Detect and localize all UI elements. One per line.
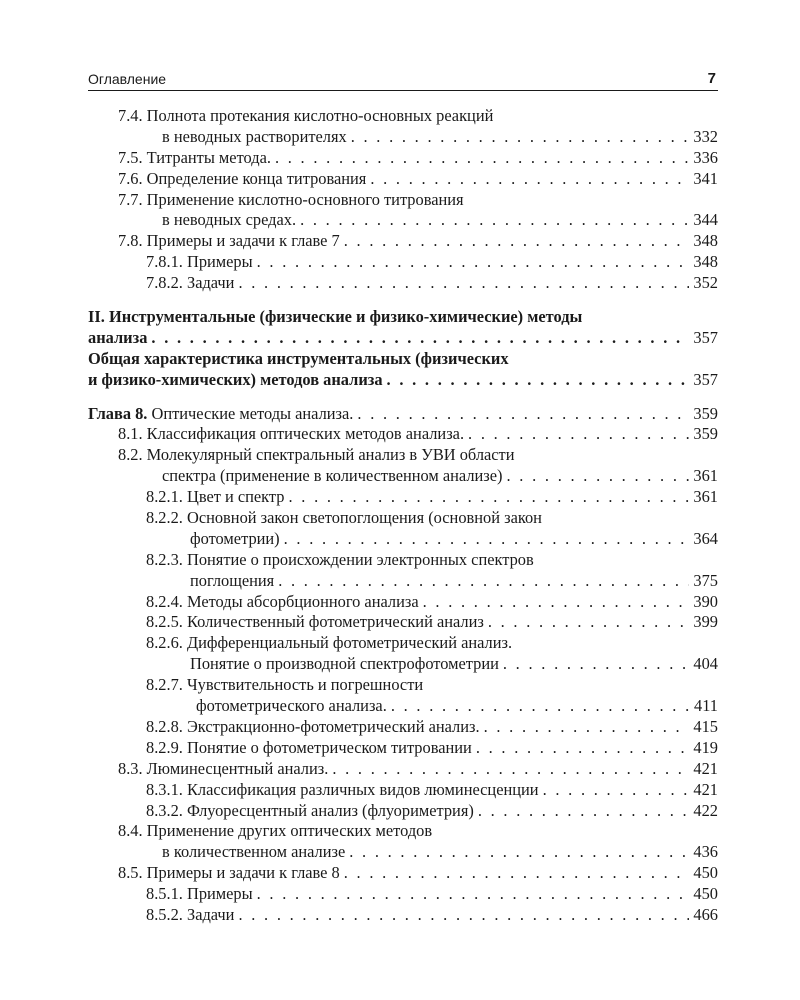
toc-entry-line [88, 842, 718, 863]
toc-entry [88, 252, 718, 273]
toc-entry-line [88, 738, 718, 759]
leader-dots [238, 273, 689, 294]
toc-entry-title: 8.2.5. Количественный фотометрический анализ [146, 612, 484, 632]
toc-entry [88, 821, 718, 863]
toc-entry-title: 8.2.9. Понятие о фотометрическом титровании [146, 737, 472, 757]
toc-entry-line [88, 487, 718, 508]
leader-dots [468, 424, 689, 445]
toc-entry-title: 8.2.6. Дифференциальный фотометрический анализ. [146, 633, 513, 653]
leader-dots [300, 210, 689, 231]
leader-dots [503, 654, 690, 675]
toc-entry [88, 801, 718, 822]
toc-entry-line [88, 780, 718, 801]
leader-dots [387, 370, 690, 391]
toc-entry [88, 148, 718, 169]
toc-entry-line [88, 424, 718, 445]
page-number: 7 [707, 70, 716, 87]
toc-entry-title: 8.2. Молекулярный спектральный анализ в УВИ области [118, 445, 515, 465]
toc-entry [88, 780, 718, 801]
toc-entry-title: в количественном анализе [162, 842, 346, 862]
leader-dots [344, 231, 690, 252]
toc-entry [88, 424, 718, 445]
toc-page-number: 436 [693, 842, 718, 862]
leader-dots [278, 571, 689, 592]
toc-entry-title: 7.5. Титранты метода. [118, 147, 271, 167]
running-header-title: Оглавление [88, 71, 167, 87]
toc-entry-line [88, 550, 718, 571]
toc-entry-title: II. Инструментальные (физические и физико-химические) методы [88, 307, 583, 327]
toc-entry [88, 487, 718, 508]
toc-page-number: 361 [693, 466, 718, 486]
toc-entry [88, 307, 718, 349]
toc-entry-title: 7.4. Полнота протекания кислотно-основных реакций [118, 106, 494, 125]
toc-entry-title: анализа [88, 327, 148, 347]
toc-entry-line [88, 571, 718, 592]
toc-entry [88, 231, 718, 252]
toc-page-number: 357 [693, 369, 718, 389]
toc-entry-line [88, 349, 718, 370]
toc-entry [88, 508, 718, 550]
toc-entry-line [88, 273, 718, 294]
toc-entry-line [88, 106, 718, 127]
toc-entry [88, 759, 718, 780]
toc-page-number: 359 [693, 424, 718, 444]
toc-entry-title: фотометрии) [190, 528, 280, 548]
toc-page-number: 399 [693, 612, 718, 632]
toc-page-number: 421 [693, 758, 718, 778]
toc-entry-title: 8.3. Люминесцентный анализ. [118, 758, 329, 778]
toc-entry-title: спектра (применение в количественном анализе) [162, 466, 503, 486]
toc-page-number: 419 [693, 737, 718, 757]
toc-entry-line [88, 801, 718, 822]
toc-entry-title: 7.8. Примеры и задачи к главе 7 [118, 231, 340, 251]
toc-entry-title: 8.1. Классификация оптических методов анализа. [118, 424, 465, 444]
leader-dots [478, 801, 690, 822]
leader-dots [351, 127, 690, 148]
section-gap [88, 391, 718, 404]
toc-entry-title: 8.5. Примеры и задачи к главе 8 [118, 863, 340, 883]
toc-entry-title: 8.5.2. Задачи [146, 904, 235, 924]
toc-entry-line [88, 148, 718, 169]
toc-page-number: 375 [693, 570, 718, 590]
toc-entry-title: 7.7. Применение кислотно-основного титрования [118, 189, 464, 209]
toc-page-number: 450 [693, 884, 718, 904]
toc-page-number: 332 [693, 126, 718, 146]
toc-entry-line [88, 592, 718, 613]
toc-entry [88, 863, 718, 884]
toc-entry-line [88, 717, 718, 738]
toc-entry-title: 8.4. Применение других оптических методов [118, 821, 433, 841]
leader-dots [507, 466, 690, 487]
toc-entry-title: Глава 8. Оптические методы анализа. [88, 403, 354, 423]
toc-page-number: 359 [693, 403, 718, 423]
toc-entry-line [88, 654, 718, 675]
toc-entry-title: в неводных средах. [162, 210, 297, 230]
leader-dots [357, 404, 689, 425]
leader-dots [151, 328, 689, 349]
toc-entry-line [88, 863, 718, 884]
leader-dots [391, 696, 690, 717]
toc-entry-line [88, 508, 718, 529]
leader-dots [289, 487, 690, 508]
table-of-contents [88, 106, 718, 926]
leader-dots [275, 148, 689, 169]
toc-entry-line [88, 905, 718, 926]
page-header [88, 68, 718, 91]
toc-entry-title: Общая характеристика инструментальных (физических [88, 348, 509, 368]
toc-page-number: 348 [693, 231, 718, 251]
leader-dots [332, 759, 689, 780]
leader-dots [344, 863, 690, 884]
toc-entry [88, 550, 718, 592]
toc-page-number: 390 [693, 591, 718, 611]
toc-entry-line [88, 127, 718, 148]
toc-entry-line [88, 328, 718, 349]
toc-entry-line [88, 404, 718, 425]
leader-dots [476, 738, 690, 759]
toc-entry-title: поглощения [190, 570, 275, 590]
toc-entry-line [88, 612, 718, 633]
toc-entry-line [88, 190, 718, 211]
toc-entry-line [88, 169, 718, 190]
toc-entry [88, 612, 718, 633]
toc-entry-line [88, 759, 718, 780]
toc-entry-line [88, 445, 718, 466]
toc-entry [88, 404, 718, 425]
toc-page-number: 341 [693, 168, 718, 188]
toc-entry-title: 7.6. Определение конца титрования [118, 168, 367, 188]
toc-entry [88, 106, 718, 148]
leader-dots [257, 252, 690, 273]
toc-entry-line [88, 529, 718, 550]
toc-page-number: 415 [693, 716, 718, 736]
section-gap [88, 294, 718, 307]
toc-entry [88, 169, 718, 190]
leader-dots [257, 884, 690, 905]
toc-entry-line [88, 210, 718, 231]
toc-entry [88, 633, 718, 675]
toc-entry [88, 905, 718, 926]
toc-entry-line [88, 370, 718, 391]
toc-entry [88, 884, 718, 905]
toc-page-number: 404 [693, 654, 718, 674]
leader-dots [543, 780, 690, 801]
toc-entry-line [88, 821, 718, 842]
toc-entry-line [88, 252, 718, 273]
toc-entry-title: 8.3.2. Флуоресцентный анализ (флуориметрия) [146, 800, 474, 820]
leader-dots [484, 717, 690, 738]
toc-entry-title: 8.2.7. Чувствительность и погрешности [146, 675, 424, 695]
toc-entry-title: 7.8.1. Примеры [146, 252, 253, 272]
leader-dots [284, 529, 690, 550]
toc-page-number: 421 [693, 779, 718, 799]
toc-page-number: 364 [693, 528, 718, 548]
toc-entry [88, 675, 718, 717]
toc-entry-title: 8.5.1. Примеры [146, 884, 253, 904]
toc-entry [88, 717, 718, 738]
toc-entry [88, 445, 718, 487]
chapter-label: Глава 8. [88, 403, 148, 423]
toc-page-number: 361 [693, 487, 718, 507]
toc-entry [88, 273, 718, 294]
toc-page-number: 422 [693, 800, 718, 820]
toc-entry-title: 8.2.4. Методы абсорбционного анализа [146, 591, 419, 611]
leader-dots [488, 612, 690, 633]
leader-dots [238, 905, 689, 926]
toc-entry-line [88, 633, 718, 654]
toc-entry-line [88, 307, 718, 328]
toc-entry-line [88, 466, 718, 487]
toc-page-number: 348 [693, 252, 718, 272]
toc-entry-title: 8.3.1. Классификация различных видов люминесценции [146, 779, 539, 799]
toc-entry-line [88, 231, 718, 252]
toc-entry-title: 8.2.3. Понятие о происхождении электронных спектров [146, 549, 534, 569]
toc-page-number: 344 [693, 210, 718, 230]
leader-dots [423, 592, 690, 613]
toc-page-number: 466 [693, 904, 718, 924]
toc-entry-title: 8.2.8. Экстракционно-фотометрический анализ. [146, 716, 480, 736]
toc-entry-title: 8.2.2. Основной закон светопоглощения (основной закон [146, 508, 542, 528]
toc-entry [88, 349, 718, 391]
toc-entry [88, 738, 718, 759]
toc-entry-title: Понятие о производной спектрофотометрии [190, 654, 499, 674]
toc-entry [88, 190, 718, 232]
toc-page-number: 352 [693, 273, 718, 293]
leader-dots [370, 169, 689, 190]
toc-entry-line [88, 884, 718, 905]
toc-page-number: 357 [693, 327, 718, 347]
toc-entry-title: и физико-химических) методов анализа [88, 369, 383, 389]
toc-entry-title: 8.2.1. Цвет и спектр [146, 487, 285, 507]
toc-entry-line [88, 696, 718, 717]
toc-page-number: 336 [693, 147, 718, 167]
toc-entry-line [88, 675, 718, 696]
toc-entry [88, 592, 718, 613]
leader-dots [349, 842, 689, 863]
toc-entry-title: фотометрического анализа. [196, 696, 387, 716]
toc-entry-title: в неводных растворителях [162, 126, 347, 146]
toc-page-number: 450 [693, 863, 718, 883]
toc-page-number: 411 [694, 696, 718, 716]
toc-entry-title: 7.8.2. Задачи [146, 273, 235, 293]
